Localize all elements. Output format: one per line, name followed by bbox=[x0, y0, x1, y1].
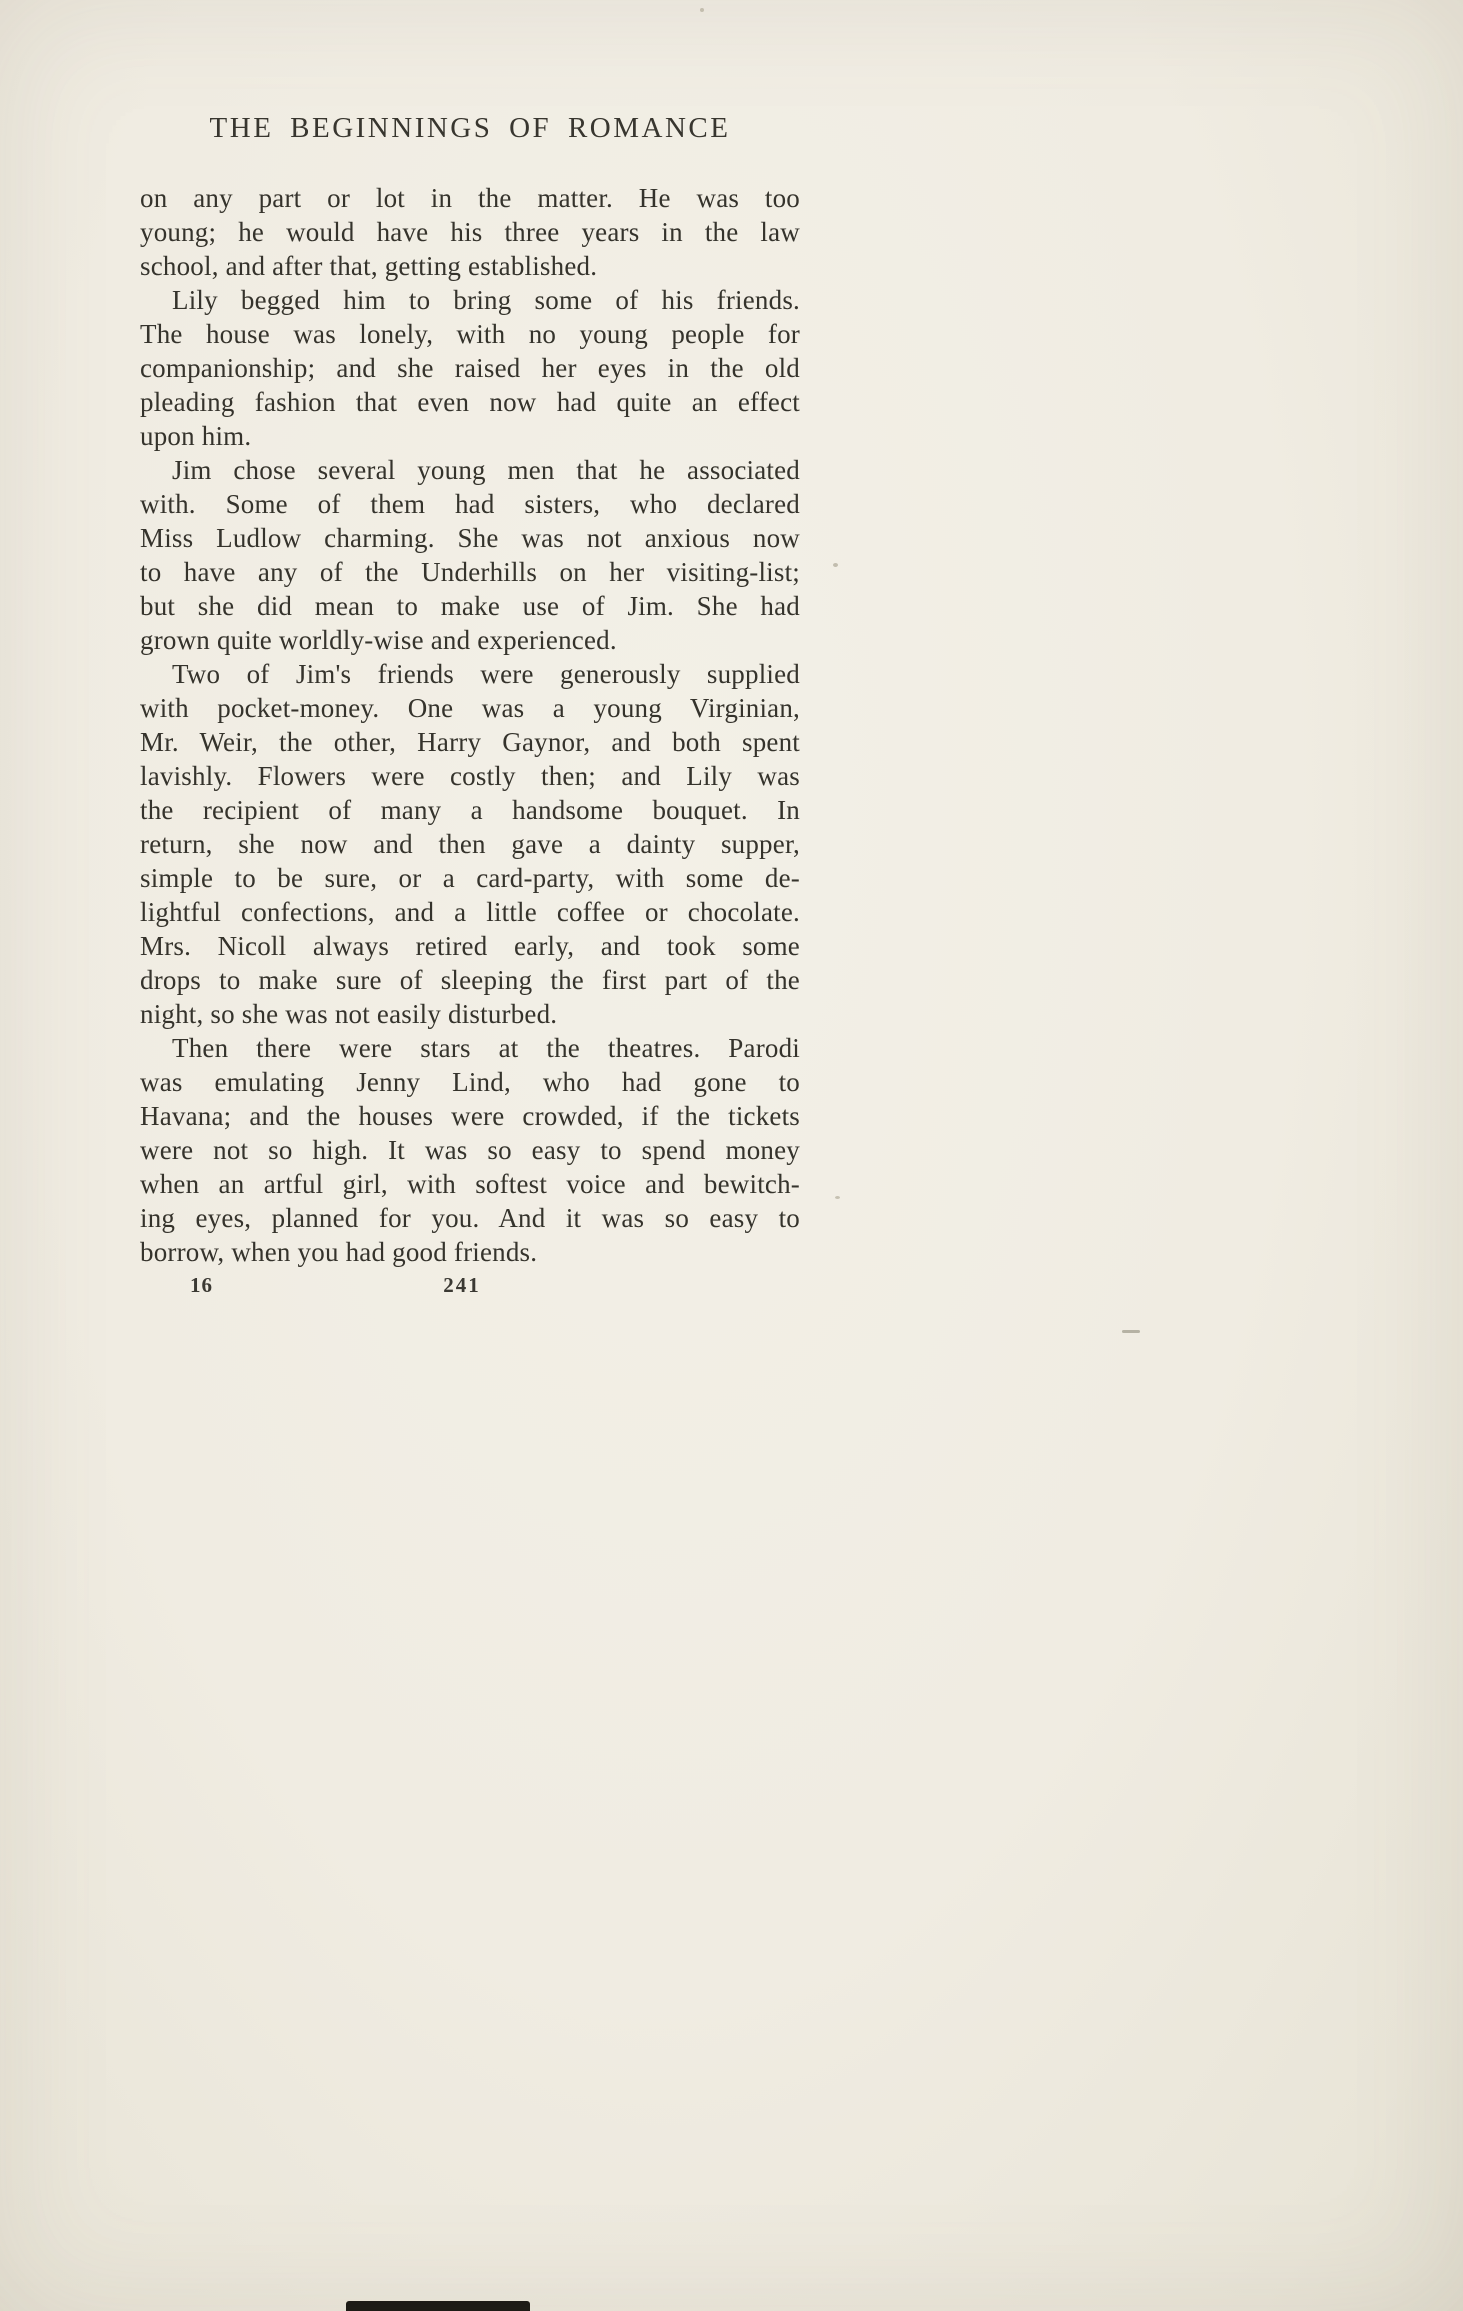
text-line: lightful confections, and a little coffee or chocolate. bbox=[140, 897, 800, 927]
paragraph bbox=[140, 283, 800, 453]
paragraph bbox=[140, 657, 800, 1031]
text-line: Two of Jim's friends were generously supplied bbox=[172, 659, 800, 689]
text-line: return, she now and then gave a dainty supper, bbox=[140, 829, 800, 859]
text-line: with. Some of them had sisters, who declared bbox=[140, 489, 800, 519]
text-line: Lily begged him to bring some of his friends. bbox=[172, 285, 800, 315]
running-header: THE BEGINNINGS OF ROMANCE bbox=[209, 112, 731, 144]
text-line: Then there were stars at the theatres. Parodi bbox=[172, 1033, 800, 1063]
text-line: upon him. bbox=[140, 421, 252, 451]
text-line: the recipient of many a handsome bouquet. In bbox=[140, 795, 800, 825]
text-line: were not so high. It was so easy to spend money bbox=[140, 1135, 800, 1165]
text-line: Jim chose several young men that he associated bbox=[172, 455, 800, 485]
text-line: companionship; and she raised her eyes in the old bbox=[140, 353, 800, 383]
paragraph bbox=[140, 453, 800, 657]
text-line: school, and after that, getting established. bbox=[140, 251, 598, 281]
text-line: to have any of the Underhills on her visiting-list; bbox=[140, 557, 800, 587]
signature-mark: 16 bbox=[190, 1273, 213, 1297]
text-line: night, so she was not easily disturbed. bbox=[140, 999, 558, 1029]
text-line: borrow, when you had good friends. bbox=[140, 1237, 538, 1267]
text-line: Mr. Weir, the other, Harry Gaynor, and both spent bbox=[140, 727, 800, 757]
text-body bbox=[140, 181, 800, 1269]
paragraph bbox=[140, 181, 800, 283]
text-line: when an artful girl, with softest voice and bewitch- bbox=[140, 1169, 800, 1199]
text-line: simple to be sure, or a card-party, with some de- bbox=[140, 863, 800, 893]
scan-artifact-speck bbox=[835, 1196, 840, 1199]
text-line: Miss Ludlow charming. She was not anxious now bbox=[140, 523, 800, 553]
text-line: was emulating Jenny Lind, who had gone to bbox=[140, 1067, 800, 1097]
page-footer bbox=[140, 1271, 800, 1311]
text-line: grown quite worldly-wise and experienced. bbox=[140, 625, 617, 655]
text-column bbox=[140, 112, 800, 1311]
text-line: drops to make sure of sleeping the first part of the bbox=[140, 965, 800, 995]
text-line: lavishly. Flowers were costly then; and Lily was bbox=[140, 761, 800, 791]
paragraph bbox=[140, 1031, 800, 1269]
text-line: Mrs. Nicoll always retired early, and took some bbox=[140, 931, 800, 961]
text-line: young; he would have his three years in the law bbox=[140, 217, 800, 247]
scan-artifact-bottom-mark bbox=[346, 2301, 530, 2311]
scan-artifact-speck bbox=[700, 8, 704, 12]
scan-artifact-speck bbox=[833, 563, 838, 567]
text-line: with pocket-money. One was a young Virginian, bbox=[140, 693, 800, 723]
text-line: but she did mean to make use of Jim. She had bbox=[140, 591, 800, 621]
page-number: 241 bbox=[443, 1273, 481, 1297]
text-line: on any part or lot in the matter. He was too bbox=[140, 183, 800, 213]
text-line: Havana; and the houses were crowded, if the tickets bbox=[140, 1101, 800, 1131]
text-line: ing eyes, planned for you. And it was so easy to bbox=[140, 1203, 800, 1233]
text-line: pleading fashion that even now had quite an effect bbox=[140, 387, 800, 417]
text-line: The house was lonely, with no young people for bbox=[140, 319, 800, 349]
scan-artifact-dash bbox=[1122, 1330, 1140, 1333]
